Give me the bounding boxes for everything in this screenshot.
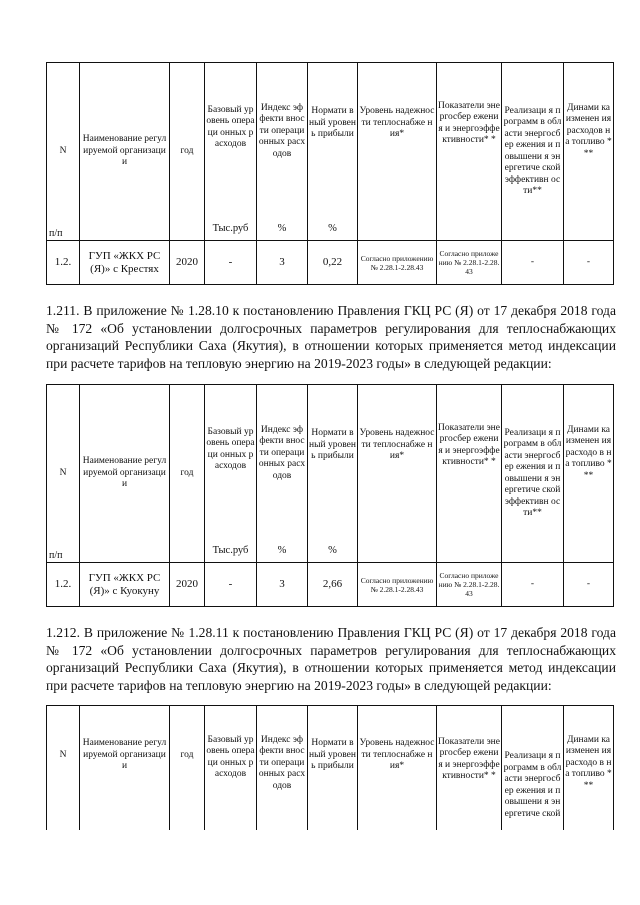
unit-percent: %: [277, 544, 287, 556]
row-dynamics: -: [564, 563, 614, 607]
table-kuokunu: [46, 384, 614, 607]
row-base: -: [205, 563, 257, 607]
row-norm: 2,66: [308, 563, 358, 607]
row-num: 1.2.: [47, 241, 80, 285]
header-name: Наименование регулируемой организации: [80, 63, 170, 241]
row-norm: 0,22: [308, 241, 358, 285]
header-n: N п/п: [47, 385, 80, 563]
header-year: год: [170, 706, 205, 831]
header-year: год: [170, 63, 205, 241]
row-index: 3: [257, 563, 308, 607]
header-name: Наименование регулируемой организации: [80, 385, 170, 563]
header-dynamics: Динами ка изменен ия расходо в на топливо ***: [564, 706, 614, 831]
header-index: Индекс эффекти вности операци онных расходов %: [257, 385, 308, 563]
table-header-row: [47, 706, 614, 831]
row-org-name: ГУП «ЖКХ РС (Я)» с Крестях: [80, 241, 170, 285]
unit-percent: %: [328, 222, 337, 234]
header-index: Индекс эффекти вности операци онных расходов: [257, 706, 308, 831]
table-3-clip: [46, 705, 614, 830]
header-energy: Показатели энергосбер ежения и энергоэффе ктивности* *: [437, 63, 502, 241]
table-header-row: [47, 63, 614, 241]
header-dynamics: Динами ка изменен ия расходо в на топливо ***: [564, 385, 614, 563]
header-n: N п/п: [47, 63, 80, 241]
header-index: Индекс эффекти вности операци онных расходов %: [257, 63, 308, 241]
table-row: [47, 563, 614, 607]
table-krestyakh: [46, 62, 614, 285]
row-reliability: Согласно приложению № 2.28.1-2.28.43: [358, 563, 437, 607]
header-dynamics: Динами ка изменен ия расходов на топливо ***: [564, 63, 614, 241]
header-norm: Нормати вный уровень прибыли: [308, 706, 358, 831]
header-n: N: [47, 706, 80, 831]
unit-percent: %: [277, 222, 287, 234]
header-name: Наименование регулируемой организации: [80, 706, 170, 831]
header-np: п/п: [49, 227, 63, 239]
row-year: 2020: [170, 563, 205, 607]
header-program: Реализаци я программ в области энергосбер ежения и повышени я энергетиче ской эффективн ости**: [502, 385, 564, 563]
row-index: 3: [257, 241, 308, 285]
row-energy: Согласно приложению № 2.28.1-2.28.43: [437, 563, 502, 607]
row-dynamics: -: [564, 241, 614, 285]
row-year: 2020: [170, 241, 205, 285]
header-reliability: Уровень надежности теплоснабже ния*: [358, 706, 437, 831]
table-3: [46, 705, 614, 830]
row-org-name: ГУП «ЖКХ РС (Я)» с Куокуну: [80, 563, 170, 607]
header-energy: Показатели энергосбер ежения и энергоэффе ктивности* *: [437, 706, 502, 831]
paragraph-1-211: 1.211. В приложение № 1.28.10 к постановлению Правления ГКЦ РС (Я) от 17 декабря 2018 года № 172 «Об установлении долгосрочных параметров регулирования для теплоснабжающих организаций Республики Саха (Якутия), в отношении которых применяется метод индексации при расчете тарифов на тепловую энергию на 2019-2023 годы» в следующей редакции:: [46, 303, 616, 371]
header-reliability: Уровень надежности теплоснабже ния*: [358, 63, 437, 241]
row-program: -: [502, 563, 564, 607]
row-base: -: [205, 241, 257, 285]
row-program: -: [502, 241, 564, 285]
row-energy: Согласно приложению № 2.28.1-2.28.43: [437, 241, 502, 285]
unit-thousand-rub: Тыс.руб: [212, 544, 249, 556]
unit-percent: %: [328, 544, 337, 556]
header-program: Реализаци я программ в области энергосбер ежения и повышени я энергетиче ской эффективн ости**: [502, 63, 564, 241]
row-reliability: Согласно приложению № 2.28.1-2.28.43: [358, 241, 437, 285]
header-norm: Нормати вный уровень прибыли %: [308, 63, 358, 241]
header-program: Реализаци я программ в области энергосбер ежения и повышени я энергетиче ской: [502, 706, 564, 831]
header-np: п/п: [49, 549, 63, 561]
header-norm: Нормати вный уровень прибыли %: [308, 385, 358, 563]
header-year: год: [170, 385, 205, 563]
unit-thousand-rub: Тыс.руб: [212, 222, 249, 234]
header-base: Базовый уровень операци онных расходов Тыс.руб: [205, 385, 257, 563]
header-energy: Показатели энергосбер ежения и энергоэффе ктивности* *: [437, 385, 502, 563]
row-num: 1.2.: [47, 563, 80, 607]
header-base: Базовый уровень операци онных расходов: [205, 706, 257, 831]
header-base: Базовый уровень операци онных расходов Тыс.руб: [205, 63, 257, 241]
header-reliability: Уровень надежности теплоснабже ния*: [358, 385, 437, 563]
table-header-row: [47, 385, 614, 563]
table-row: [47, 241, 614, 285]
paragraph-1-212: 1.212. В приложение № 1.28.11 к постановлению Правления ГКЦ РС (Я) от 17 декабря 2018 года № 172 «Об установлении долгосрочных параметров регулирования для теплоснабжающих организаций Республики Саха (Якутия), в отношении которых применяется метод индексации при расчете тарифов на тепловую энергию на 2019-2023 годы» в следующей редакции:: [46, 625, 616, 693]
